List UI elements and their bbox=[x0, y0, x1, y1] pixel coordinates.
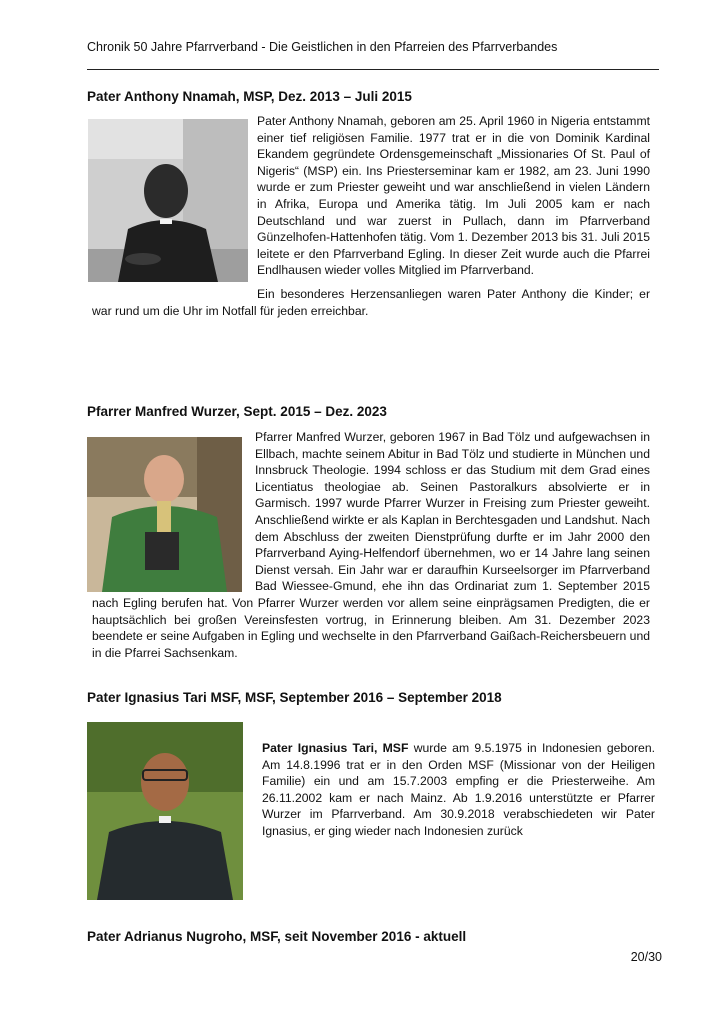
header-divider bbox=[87, 69, 659, 70]
wurzer-bio-wrap bbox=[92, 429, 650, 661]
tari-bio-text: wurde am 9.5.1975 in Indonesien geboren. Am 14.8.1996 trat er in den Orden MSF (Missionar von der Heiligen Familie) ein und am 15.7.2003 empfing er die Priesterweihe. Am 26.11.2002 kam er nach Mainz. Ab 1.9.2016 unterstützte er Pfarrer Wurzer im Pfarrverband. Am 30.9.2018 verabschiedeten wir Pater Ignasius, er ging wieder nach Indonesien zurück bbox=[262, 741, 655, 838]
photo-ignasius-tari bbox=[87, 722, 243, 900]
nnamah-bio: Pater Anthony Nnamah, geboren am 25. April 1960 in Nigeria entstammt einer tief religiösen Familie. 1977 trat er in die von Dominik Kardinal Ekandem gegründete Ordensgemeinschaft „Missionaries Of St. Paul of Nigeris“ (MSP) ein. Ins Priesterseminar kam er 1982, am 23. Juni 1990 wurde er zum Priester geweiht und war anschließend in vielen Ländern in Afrika, Europa und Amerika tätig. Im Juli 2005 kam er nach Deutschland und war zuerst in Pullach, dann im Pfarrverband Günzelhofen-Hattenhofen tätig. Vom 1. Dezember 2013 bis 31. Juli 2015 leitete er den Pfarrverband Egling. In dieser Zeit wurde auch die Pfarrei Endlhausen wieder volles Mitglied im Pfarrverband. bbox=[257, 114, 650, 278]
section-title-nugroho: Pater Adrianus Nugroho, MSF, seit November 2016 - aktuell bbox=[87, 929, 467, 944]
page-header-title: Chronik 50 Jahre Pfarrverband - Die Geistlichen in den Pfarreien des Pfarrverbandes bbox=[87, 40, 558, 54]
section-title-tari: Pater Ignasius Tari MSF, MSF, September 2016 – September 2018 bbox=[87, 690, 502, 705]
nnamah-bio-note: Ein besonderes Herzensanliegen waren Pater Anthony die Kinder; er war rund um die Uhr im Notfall für jeden erreichbar. bbox=[92, 287, 650, 318]
photo-anthony-nnamah bbox=[88, 119, 248, 282]
section-title-wurzer: Pfarrer Manfred Wurzer, Sept. 2015 – Dez. 2023 bbox=[87, 404, 387, 419]
tari-bio bbox=[262, 740, 655, 840]
section-title-nnamah: Pater Anthony Nnamah, MSP, Dez. 2013 – Juli 2015 bbox=[87, 89, 412, 104]
tari-name: Pater Ignasius Tari, MSF bbox=[262, 741, 409, 755]
wurzer-bio: Pfarrer Manfred Wurzer, geboren 1967 in Bad Tölz und aufgewachsen in Ellbach, machte seinem Abitur in Bad Tölz und studierte in München und Innsbruck Theologie. 1994 schloss er das Studium mit dem Grad eines Licentiatus theologiae ab. Seinen Pastoralkurs absolvierte er in Garmisch. 1997 wurde Pfarrer Wurzer in Freising zum Priester geweiht. Anschließend wirkte er als Kaplan in Berchtesgaden und Landshut. Nach dem Abschluss der zweiten Dienstprüfung durfte er im Jahr 2000 den Pfarrverband Aying-Helfendorf übernehmen, wo er 14 Jahre lang seinen Dienst versah. Ein Jahr war er daraufhin Kurseelsorger im Pfarrverband Bad Wiessee-Gmund, ehe ihn das Ordinariat zum 1. September 2015 nach Egling berufen hat. Von Pfarrer Wurzer werden vor allem seine einprägsamen Predigten, die er hauptsächlich bei großen Vereinsfesten vortrug, in Erinnerung bleiben. Am 31. Dezember 2023 beendete er seine Aufgaben in Egling und wechselte in den Pfarrverband Gaißach-Reichersbeuern und in die Pfarrei Sachsenkam. bbox=[92, 430, 650, 660]
page-number: 20/30 bbox=[630, 950, 662, 964]
